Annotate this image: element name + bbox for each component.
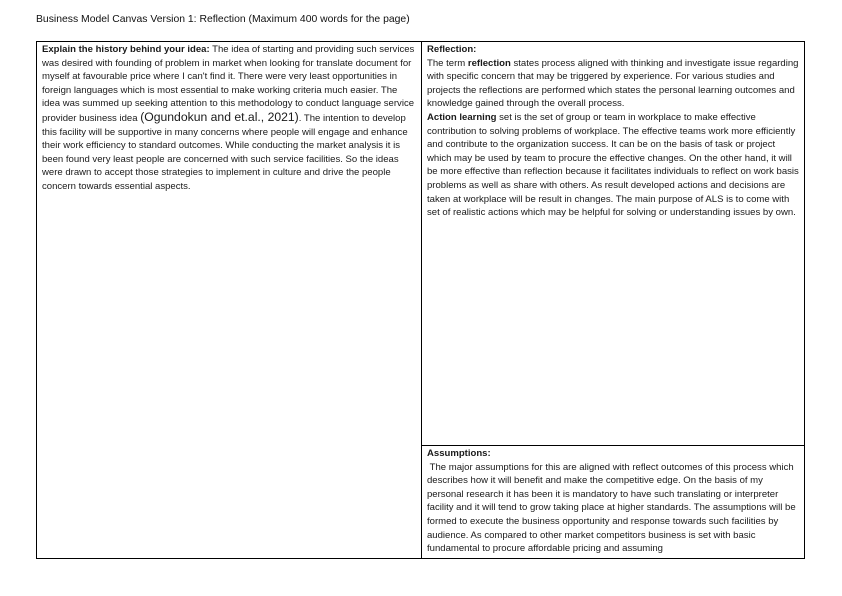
history-cell[interactable] <box>37 42 422 558</box>
canvas-table <box>36 41 805 559</box>
history-label: Explain the history behind your idea: <box>42 44 210 55</box>
reflection-label: Reflection: <box>427 44 477 55</box>
page-heading: Business Model Canvas Version 1: Reflection (Maximum 400 words for the page) <box>36 14 410 25</box>
history-text-2: . The intention to develop this facility will be supportive in many concerns where people will engage and enhance their work efficiency to standard outcomes. While conducting the market analysis it is been found very least people are concerned with such service facilities. So the ideas were drawn to accept those strategies to implement in culture and drive the people concern towards essential aspects. <box>42 112 408 192</box>
assumptions-paragraph: The major assumptions for this are aligned with reflect outcomes of this process which describes how it will benefit and make the competitive edge. On the basis of my personal research it has been it is mandatory to have such translating or interpreter facility and it will tend to grow taking place at higher standards. The assumptions will be formed to execute the business opportunity and response towards such facilities by audience. As compared to other market competitors business is set with basic fundamental to procure affordable pricing and assuming <box>427 461 799 555</box>
assumptions-label: Assumptions: <box>427 448 491 459</box>
reflection-cell[interactable] <box>422 42 804 446</box>
action-learning-text: set is the set of group or team in workplace to make effective contribution to solving problems of workplace. The effective teams work more efficiently and contribute to the organization success. It can be on the basis of task or project which may be used by team to procure the effective changes. On the other hand, it will be more effective than reflection because it facilitates individuals to reflect on work basis problems as well as share with others. As result developed actions and decisions are taken at workplace will be result in changes. The main purpose of ALS is to come with set of realistic actions which may be helpful for solving or understanding issues by own. <box>427 111 799 219</box>
reflection-text-rest: states process aligned with thinking and investigate issue regarding with specific concern that may be triggered by experience. For various studies and projects the reflections are performed which states the personal learning outcomes and knowledge gained through the overall process. <box>427 57 799 110</box>
action-learning-term: Action learning <box>427 111 497 123</box>
reflection-text-start: The term <box>427 57 468 69</box>
assumptions-cell[interactable] <box>422 446 804 558</box>
reflection-paragraph <box>427 57 799 111</box>
action-learning-paragraph <box>427 111 799 220</box>
history-text-1: The idea of starting and providing such services was desired with founding of problem in market when looking for translate document for myself at favourable price where I can't find it. There were very least opportunities in foreign languages which is most essential to make working criteria much easier. The idea was summed up seeking attention to this methodology to conduct language service provider business idea <box>42 44 415 124</box>
reflection-term: reflection <box>467 57 511 69</box>
history-paragraph <box>42 43 416 194</box>
history-citation: (Ogundokun and et.al., 2021) <box>140 109 299 124</box>
